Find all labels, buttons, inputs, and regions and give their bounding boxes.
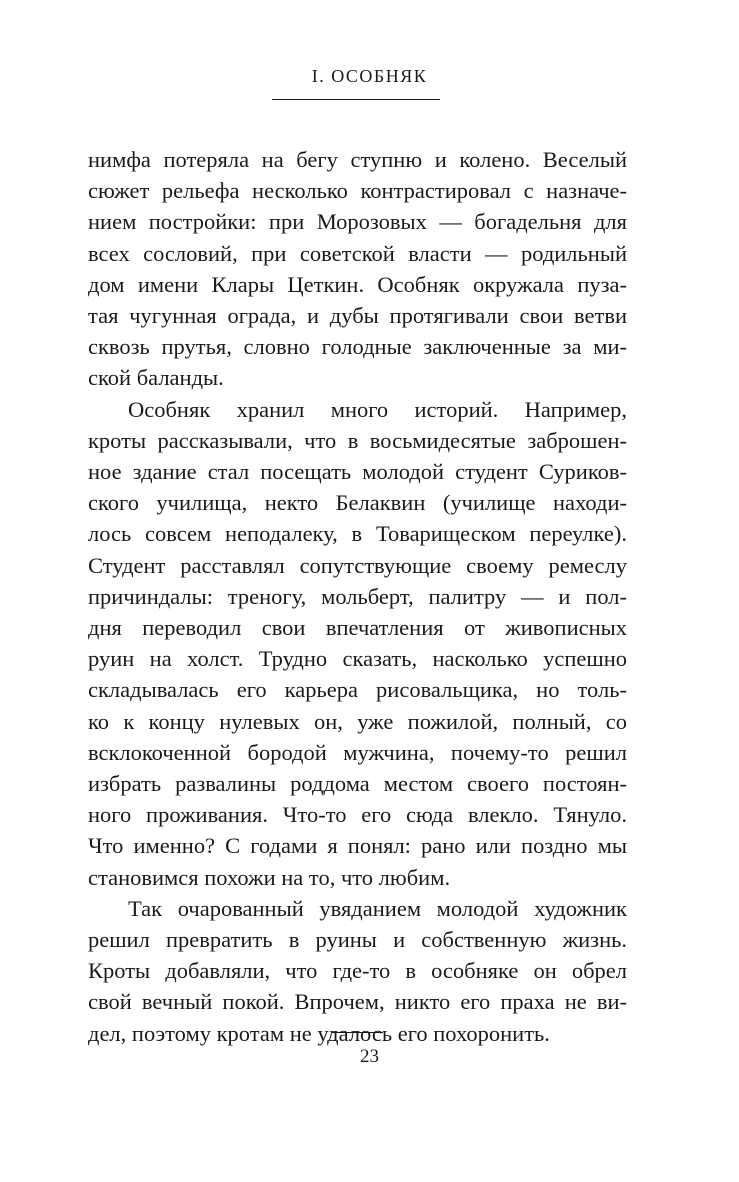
running-header: I. ОСОБНЯК — [311, 66, 428, 86]
text-line: складывалась его карьера рисовальщика, но толь- — [88, 677, 627, 703]
text-line: лось совсем неподалеку, в Товарищеском переулке). — [88, 521, 627, 547]
text-line: нимфа потеряла на бегу ступню и колено. Веселый — [88, 147, 627, 172]
paragraph — [88, 394, 627, 893]
text-line: становимся похожи на то, что любим. — [88, 864, 451, 890]
body-text — [88, 144, 627, 1049]
header-rule — [272, 99, 440, 100]
paragraph — [88, 893, 627, 1049]
text-line: тая чугунная ограда, и дубы протягивали свои ветви — [88, 303, 627, 329]
text-line: Особняк хранил много историй. Например, — [128, 396, 627, 422]
text-line: всклокоченной бородой мужчина, почему-то решил — [88, 739, 627, 765]
text-line: руин на холст. Трудно сказать, насколько успешно — [88, 646, 627, 672]
text-line: нием постройки: при Морозовых — богадельня для — [88, 209, 627, 235]
text-line: сюжет рельефа несколько контрастировал с назначе- — [88, 178, 627, 204]
text-line: ного проживания. Что-то его сюда влекло. Тянуло. — [88, 802, 627, 828]
text-line: дня переводил свои впечатления от живописных — [88, 615, 627, 641]
page-number: 23 — [360, 1046, 379, 1067]
text-line: дел, поэтому кротам не удалось его похоронить. — [88, 1020, 550, 1046]
text-line: ное здание стал посещать молодой студент Суриков- — [88, 459, 627, 485]
text-line: всех сословий, при советской власти — родильный — [88, 240, 627, 266]
text-line: Так очарованный увяданием молодой художник — [128, 895, 627, 921]
text-line: Студент расставлял сопутствующие своему ремеслу — [88, 552, 627, 578]
text-line: дом имени Клары Цеткин. Особняк окружала пуза- — [88, 271, 627, 297]
text-line: Кроты добавляли, что где-то в особняке он обрел — [88, 958, 627, 984]
text-line: сквозь прутья, словно голодные заключенные за ми- — [88, 334, 627, 360]
paragraph — [88, 144, 627, 394]
text-line: ко к концу нулевых он, уже пожилой, полный, со — [88, 708, 627, 734]
text-line: решил превратить в руины и собственную жизнь. — [88, 927, 627, 953]
text-line: свой вечный покой. Впрочем, никто его праха не ви- — [88, 989, 627, 1015]
footer-rule — [332, 1032, 383, 1033]
text-line: Что именно? С годами я понял: рано или поздно мы — [88, 833, 627, 859]
text-line: ского училища, некто Белаквин (училище находи- — [88, 490, 627, 516]
text-line: ской баланды. — [88, 365, 224, 391]
text-line: причиндалы: треногу, мольберт, палитру — и пол- — [88, 583, 627, 609]
text-line: кроты рассказывали, что в восьмидесятые заброшен- — [88, 427, 627, 453]
text-line: избрать развалины роддома местом своего постоян- — [88, 771, 627, 797]
